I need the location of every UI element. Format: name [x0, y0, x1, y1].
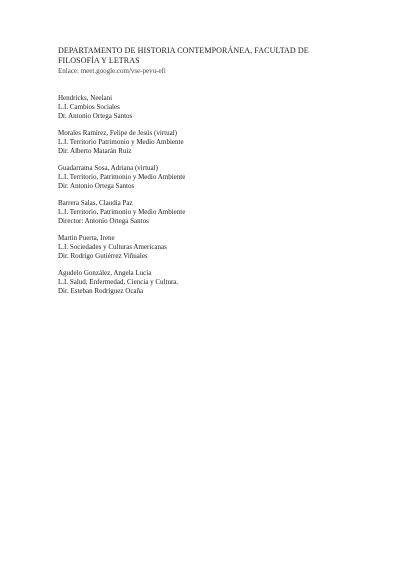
thesis-director: Director: Antonio Ortega Santos: [58, 217, 149, 225]
thesis-director: Dir. Esteban Rodríguez Ocaña: [58, 287, 144, 295]
student-entry: [58, 269, 358, 296]
student-name: Agudelo González, Angela Lucía: [58, 269, 152, 277]
thesis-director: Dr. Antonio Ortega Santos: [58, 112, 133, 120]
thesis-director: Dir. Alberto Matarán Ruiz: [58, 147, 132, 155]
thesis-director: Dir. Antonio Ortega Santos: [58, 182, 135, 190]
student-name: Barrera Salas, Claudia Paz: [58, 199, 133, 207]
student-name: Hendricks, Neelani: [58, 94, 113, 102]
research-line: L.I. Territorio, Patrimonio y Medio Ambiente: [58, 208, 186, 216]
department-title-line-1: DEPARTAMENTO DE HISTORIA CONTEMPORÁNEA, FACULTAD DE: [58, 46, 309, 55]
student-entry: [58, 234, 358, 261]
meeting-link[interactable]: Enlace: meet.google.com/vse-pevu-efi: [58, 67, 166, 75]
student-name: Martin Puerta, Irene: [58, 234, 115, 242]
student-entry: [58, 164, 358, 191]
student-name: Guadarrama Sosa, Adriana (virtual): [58, 164, 158, 172]
research-line: L.I. Territorio, Patrimonio y Medio Ambiente: [58, 173, 186, 181]
student-list: [58, 94, 358, 296]
research-line: L.I. Cambios Sociales: [58, 103, 120, 111]
document-content: [58, 46, 358, 304]
student-entry: [58, 129, 358, 156]
student-entry: [58, 94, 358, 121]
research-line: L.I. Territorio Patrimonio y Medio Ambiente: [58, 138, 184, 146]
research-line: L.I. Salud, Enfermedad, Ciencia y Cultura.: [58, 278, 179, 286]
student-name: Morales Ramírez, Felipe de Jesús (virtual): [58, 129, 177, 137]
student-entry: [58, 199, 358, 226]
department-title-line-2: FILOSOFÍA Y LETRAS: [58, 56, 140, 65]
research-line: L.I. Sociedades y Culturas Americanas: [58, 243, 167, 251]
thesis-director: Dir. Rodrigo Gutiérrez Viñuales: [58, 252, 148, 260]
